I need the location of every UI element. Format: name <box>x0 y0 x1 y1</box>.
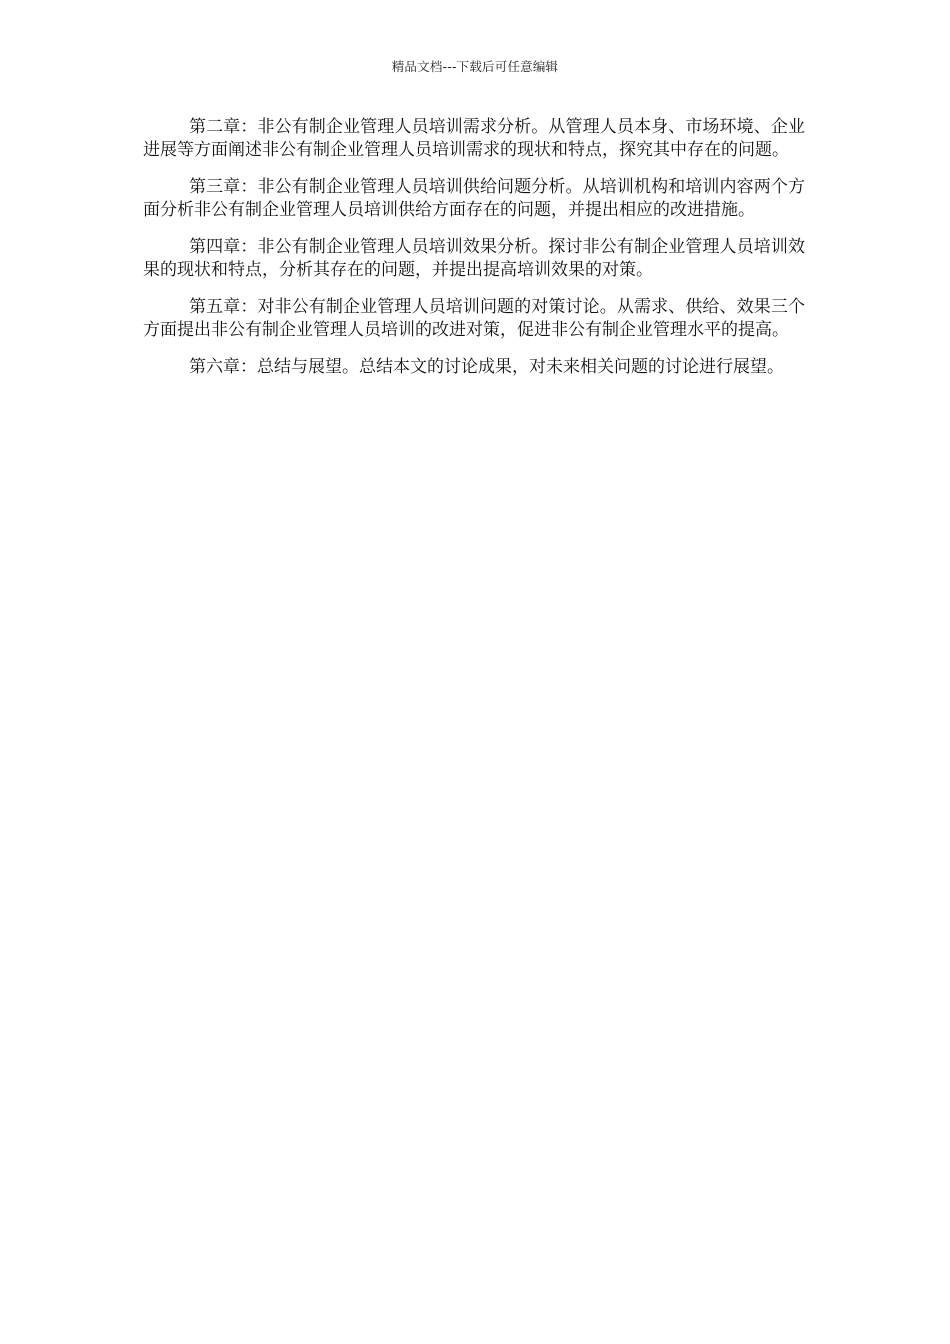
paragraph-chapter-6: 第六章：总结与展望。总结本文的讨论成果，对未来相关问题的讨论进行展望。 <box>189 357 784 377</box>
page-header: 精品文档---下载后可任意编辑 <box>391 59 559 74</box>
document-body <box>143 116 805 393</box>
paragraph-chapter-3: 第三章：非公有制企业管理人员培训供给问题分析。从培训机构和培训内容两个方面分析非公有制企业管理人员培训供给方面存在的问题，并提出相应的改进措施。 <box>143 177 805 220</box>
paragraph-chapter-5: 第五章：对非公有制企业管理人员培训问题的对策讨论。从需求、供给、效果三个方面提出非公有制企业管理人员培训的改进对策，促进非公有制企业管理水平的提高。 <box>143 297 805 340</box>
paragraph-chapter-2: 第二章：非公有制企业管理人员培训需求分析。从管理人员本身、市场环境、企业进展等方面阐述非公有制企业管理人员培训需求的现状和特点，探究其中存在的问题。 <box>143 117 805 160</box>
paragraph-chapter-4: 第四章：非公有制企业管理人员培训效果分析。探讨非公有制企业管理人员培训效果的现状和特点，分析其存在的问题，并提出提高培训效果的对策。 <box>143 237 805 280</box>
